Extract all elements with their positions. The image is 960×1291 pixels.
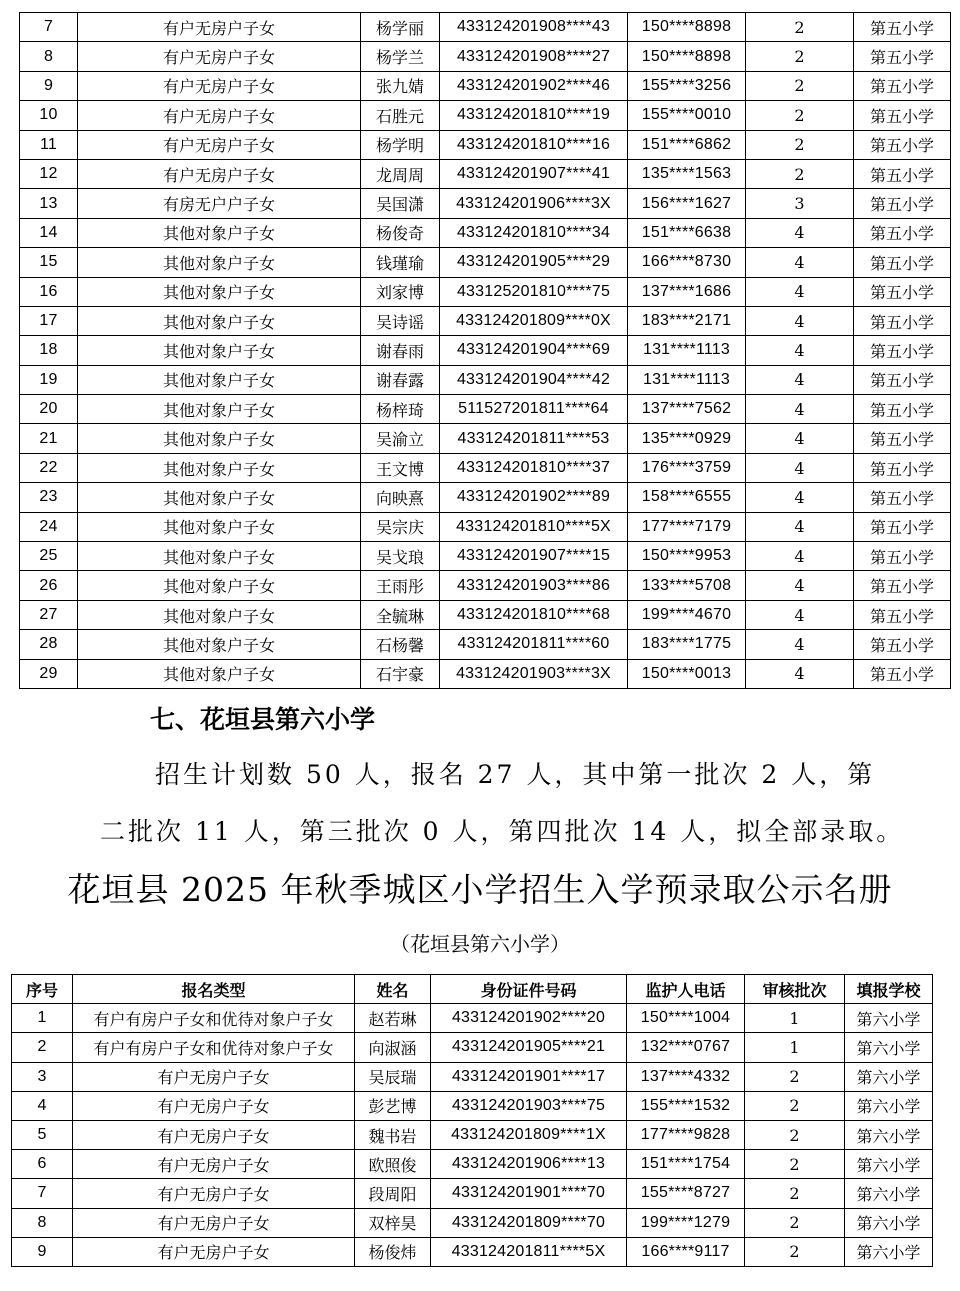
cell-school: 第五小学: [854, 218, 951, 247]
cell-type: 有户无房户子女: [73, 1237, 355, 1266]
document-subtitle: （花垣县第六小学）: [390, 932, 570, 956]
cell-guardian-phone: 183****1775: [628, 630, 746, 659]
cell-type: 其他对象户子女: [78, 365, 361, 394]
table-row: [20, 483, 951, 512]
cell-school: 第六小学: [845, 1179, 933, 1208]
cell-guardian-phone: 132****0767: [627, 1033, 745, 1062]
cell-review-batch: 2: [746, 13, 854, 42]
cell-review-batch: 2: [746, 159, 854, 188]
cell-id-number: 433124201906****3X: [440, 189, 628, 218]
cell-review-batch: 2: [746, 130, 854, 159]
cell-guardian-phone: 155****3256: [628, 71, 746, 100]
cell-id-number: 433124201906****13: [431, 1150, 627, 1179]
cell-id-number: 433124201905****29: [440, 248, 628, 277]
cell-seq: 2: [12, 1033, 73, 1062]
cell-guardian-phone: 156****1627: [628, 189, 746, 218]
column-header: 报名类型: [73, 975, 355, 1004]
cell-id-number: 433124201905****21: [431, 1033, 627, 1062]
cell-name: 杨俊奇: [361, 218, 440, 247]
cell-school: 第五小学: [854, 571, 951, 600]
table-row: [12, 1179, 933, 1208]
cell-guardian-phone: 150****8898: [628, 42, 746, 71]
cell-guardian-phone: 150****8898: [628, 13, 746, 42]
cell-seq: 27: [20, 600, 78, 629]
cell-name: 吴宗庆: [361, 512, 440, 541]
cell-review-batch: 4: [746, 512, 854, 541]
table-row: [12, 1120, 933, 1149]
cell-guardian-phone: 150****0013: [628, 659, 746, 688]
cell-id-number: 433124201902****20: [431, 1004, 627, 1033]
cell-type: 有户无房户子女: [78, 130, 361, 159]
table-row: [20, 395, 951, 424]
cell-name: 欧照俊: [355, 1150, 431, 1179]
cell-name: 钱瑾瑜: [361, 248, 440, 277]
cell-type: 其他对象户子女: [78, 542, 361, 571]
cell-id-number: 433124201907****41: [440, 159, 628, 188]
cell-school: 第五小学: [854, 248, 951, 277]
cell-seq: 3: [12, 1062, 73, 1091]
cell-id-number: 433124201811****5X: [431, 1237, 627, 1266]
cell-name: 赵若琳: [355, 1004, 431, 1033]
cell-review-batch: 4: [746, 424, 854, 453]
cell-school: 第五小学: [854, 71, 951, 100]
cell-seq: 13: [20, 189, 78, 218]
cell-id-number: 511527201811****64: [440, 395, 628, 424]
cell-id-number: 433124201901****70: [431, 1179, 627, 1208]
cell-school: 第五小学: [854, 659, 951, 688]
cell-id-number: 433124201810****34: [440, 218, 628, 247]
table-body: [12, 1004, 933, 1267]
cell-school: 第六小学: [845, 1208, 933, 1237]
cell-guardian-phone: 177****7179: [628, 512, 746, 541]
cell-type: 其他对象户子女: [78, 336, 361, 365]
cell-guardian-phone: 131****1113: [628, 336, 746, 365]
cell-review-batch: 2: [745, 1179, 845, 1208]
cell-type: 有户无房户子女: [73, 1150, 355, 1179]
cell-type: 其他对象户子女: [78, 600, 361, 629]
cell-name: 杨学兰: [361, 42, 440, 71]
cell-guardian-phone: 155****8727: [627, 1179, 745, 1208]
cell-name: 杨梓琦: [361, 395, 440, 424]
cell-guardian-phone: 150****9953: [628, 542, 746, 571]
cell-school: 第五小学: [854, 42, 951, 71]
cell-id-number: 433124201811****60: [440, 630, 628, 659]
table-row: [20, 659, 951, 688]
cell-school: 第五小学: [854, 101, 951, 130]
cell-review-batch: 4: [746, 336, 854, 365]
cell-guardian-phone: 133****5708: [628, 571, 746, 600]
cell-id-number: 433124201810****5X: [440, 512, 628, 541]
cell-seq: 8: [12, 1208, 73, 1237]
cell-school: 第五小学: [854, 306, 951, 335]
cell-school: 第六小学: [845, 1004, 933, 1033]
cell-seq: 15: [20, 248, 78, 277]
cell-school: 第五小学: [854, 189, 951, 218]
cell-guardian-phone: 199****1279: [627, 1208, 745, 1237]
cell-review-batch: 4: [746, 600, 854, 629]
column-header: 填报学校: [845, 975, 933, 1004]
cell-seq: 28: [20, 630, 78, 659]
table-row: [20, 365, 951, 394]
cell-review-batch: 3: [746, 189, 854, 218]
cell-type: 有户有房户子女和优待对象户子女: [73, 1033, 355, 1062]
table-row: [20, 277, 951, 306]
table-row: [12, 1033, 933, 1062]
cell-id-number: 433124201810****16: [440, 130, 628, 159]
cell-school: 第六小学: [845, 1120, 933, 1149]
cell-type: 有户无房户子女: [73, 1179, 355, 1208]
cell-guardian-phone: 137****7562: [628, 395, 746, 424]
cell-school: 第五小学: [854, 13, 951, 42]
cell-seq: 20: [20, 395, 78, 424]
table-row: [12, 1062, 933, 1091]
cell-school: 第五小学: [854, 630, 951, 659]
cell-seq: 9: [20, 71, 78, 100]
table-row: [20, 512, 951, 541]
cell-school: 第五小学: [854, 159, 951, 188]
cell-name: 彭艺博: [355, 1091, 431, 1120]
cell-name: 杨学明: [361, 130, 440, 159]
table-row: [20, 542, 951, 571]
cell-id-number: 433124201902****46: [440, 71, 628, 100]
cell-school: 第五小学: [854, 336, 951, 365]
cell-seq: 17: [20, 306, 78, 335]
cell-guardian-phone: 166****8730: [628, 248, 746, 277]
cell-seq: 25: [20, 542, 78, 571]
cell-type: 其他对象户子女: [78, 306, 361, 335]
document-title: 花垣县 2025 年秋季城区小学招生入学预录取公示名册: [67, 870, 893, 909]
cell-school: 第六小学: [845, 1062, 933, 1091]
cell-type: 其他对象户子女: [78, 248, 361, 277]
cell-name: 吴渝立: [361, 424, 440, 453]
cell-type: 有户无房户子女: [78, 159, 361, 188]
cell-school: 第五小学: [854, 512, 951, 541]
cell-name: 全毓琳: [361, 600, 440, 629]
cell-name: 张九婧: [361, 71, 440, 100]
cell-name: 吴诗谣: [361, 306, 440, 335]
cell-type: 有户无房户子女: [78, 13, 361, 42]
cell-name: 石胜元: [361, 101, 440, 130]
table-row: [20, 71, 951, 100]
cell-review-batch: 2: [745, 1091, 845, 1120]
cell-seq: 14: [20, 218, 78, 247]
cell-review-batch: 2: [745, 1237, 845, 1266]
cell-type: 有户有房户子女和优待对象户子女: [73, 1004, 355, 1033]
table-row: [20, 130, 951, 159]
enrollment-summary-line-2: 二批次 11 人，第三批次 0 人，第四批次 14 人，拟全部录取。: [100, 817, 905, 846]
cell-review-batch: 4: [746, 453, 854, 482]
cell-guardian-phone: 135****1563: [628, 159, 746, 188]
cell-type: 有户无房户子女: [78, 101, 361, 130]
cell-name: 王文博: [361, 453, 440, 482]
cell-seq: 24: [20, 512, 78, 541]
table-body: [20, 13, 951, 689]
cell-id-number: 433124201908****27: [440, 42, 628, 71]
cell-school: 第五小学: [854, 483, 951, 512]
cell-review-batch: 4: [746, 365, 854, 394]
cell-type: 有户无房户子女: [73, 1062, 355, 1091]
cell-seq: 5: [12, 1120, 73, 1149]
cell-review-batch: 2: [745, 1062, 845, 1091]
cell-type: 其他对象户子女: [78, 630, 361, 659]
cell-type: 有房无户户子女: [78, 189, 361, 218]
cell-type: 其他对象户子女: [78, 277, 361, 306]
cell-seq: 7: [12, 1179, 73, 1208]
table-header-row: [12, 975, 933, 1004]
table-row: [20, 306, 951, 335]
cell-id-number: 433125201810****75: [440, 277, 628, 306]
cell-guardian-phone: 155****0010: [628, 101, 746, 130]
cell-seq: 19: [20, 365, 78, 394]
cell-name: 王雨彤: [361, 571, 440, 600]
table-row: [12, 1208, 933, 1237]
cell-seq: 23: [20, 483, 78, 512]
cell-name: 双梓昊: [355, 1208, 431, 1237]
table-row: [20, 101, 951, 130]
admission-table-school-six: [11, 974, 933, 1267]
cell-seq: 21: [20, 424, 78, 453]
table-row: [20, 13, 951, 42]
cell-review-batch: 4: [746, 395, 854, 424]
column-header: 姓名: [355, 975, 431, 1004]
cell-school: 第五小学: [854, 130, 951, 159]
table-row: [20, 159, 951, 188]
cell-type: 有户无房户子女: [73, 1120, 355, 1149]
cell-guardian-phone: 183****2171: [628, 306, 746, 335]
cell-guardian-phone: 199****4670: [628, 600, 746, 629]
cell-seq: 18: [20, 336, 78, 365]
cell-review-batch: 4: [746, 218, 854, 247]
table-row: [20, 189, 951, 218]
cell-review-batch: 4: [746, 306, 854, 335]
cell-name: 吴国潇: [361, 189, 440, 218]
cell-school: 第六小学: [845, 1091, 933, 1120]
cell-school: 第六小学: [845, 1237, 933, 1266]
cell-id-number: 433124201903****3X: [440, 659, 628, 688]
cell-guardian-phone: 137****1686: [628, 277, 746, 306]
cell-guardian-phone: 158****6555: [628, 483, 746, 512]
cell-review-batch: 4: [746, 659, 854, 688]
column-header: 监护人电话: [627, 975, 745, 1004]
table-row: [20, 630, 951, 659]
cell-guardian-phone: 151****6862: [628, 130, 746, 159]
cell-guardian-phone: 155****1532: [627, 1091, 745, 1120]
table-row: [20, 218, 951, 247]
cell-review-batch: 2: [746, 71, 854, 100]
cell-type: 其他对象户子女: [78, 453, 361, 482]
cell-name: 杨学丽: [361, 13, 440, 42]
cell-type: 其他对象户子女: [78, 483, 361, 512]
cell-type: 其他对象户子女: [78, 571, 361, 600]
cell-review-batch: 4: [746, 630, 854, 659]
table-row: [20, 248, 951, 277]
cell-id-number: 433124201810****68: [440, 600, 628, 629]
cell-name: 刘家博: [361, 277, 440, 306]
cell-review-batch: 2: [746, 101, 854, 130]
column-header: 序号: [12, 975, 73, 1004]
section-heading: 七、花垣县第六小学: [150, 705, 376, 734]
cell-seq: 16: [20, 277, 78, 306]
cell-school: 第五小学: [854, 600, 951, 629]
cell-school: 第五小学: [854, 395, 951, 424]
cell-review-batch: 4: [746, 248, 854, 277]
cell-id-number: 433124201810****37: [440, 453, 628, 482]
cell-id-number: 433124201809****70: [431, 1208, 627, 1237]
cell-type: 有户无房户子女: [73, 1091, 355, 1120]
column-header: 审核批次: [745, 975, 845, 1004]
cell-type: 其他对象户子女: [78, 424, 361, 453]
cell-guardian-phone: 137****4332: [627, 1062, 745, 1091]
cell-id-number: 433124201902****89: [440, 483, 628, 512]
cell-type: 有户无房户子女: [78, 42, 361, 71]
cell-school: 第六小学: [845, 1033, 933, 1062]
cell-type: 其他对象户子女: [78, 659, 361, 688]
cell-type: 其他对象户子女: [78, 218, 361, 247]
cell-name: 石杨馨: [361, 630, 440, 659]
cell-review-batch: 2: [745, 1208, 845, 1237]
cell-review-batch: 4: [746, 277, 854, 306]
cell-type: 有户无房户子女: [78, 71, 361, 100]
cell-name: 向淑涵: [355, 1033, 431, 1062]
cell-guardian-phone: 166****9117: [627, 1237, 745, 1266]
admission-table-school-five: [19, 12, 951, 689]
cell-review-batch: 2: [745, 1150, 845, 1179]
cell-id-number: 433124201811****53: [440, 424, 628, 453]
cell-name: 杨俊炜: [355, 1237, 431, 1266]
cell-id-number: 433124201810****19: [440, 101, 628, 130]
cell-seq: 1: [12, 1004, 73, 1033]
enrollment-summary-line-1: 招生计划数 50 人，报名 27 人，其中第一批次 2 人，第: [155, 760, 876, 789]
cell-seq: 4: [12, 1091, 73, 1120]
cell-id-number: 433124201809****1X: [431, 1120, 627, 1149]
table-row: [12, 1150, 933, 1179]
table-row: [12, 1237, 933, 1266]
cell-guardian-phone: 151****6638: [628, 218, 746, 247]
cell-guardian-phone: 135****0929: [628, 424, 746, 453]
table-row: [20, 453, 951, 482]
cell-seq: 11: [20, 130, 78, 159]
cell-school: 第五小学: [854, 365, 951, 394]
table-row: [12, 1091, 933, 1120]
cell-type: 有户无房户子女: [73, 1208, 355, 1237]
cell-guardian-phone: 131****1113: [628, 365, 746, 394]
cell-name: 向映熹: [361, 483, 440, 512]
cell-seq: 9: [12, 1237, 73, 1266]
cell-guardian-phone: 176****3759: [628, 453, 746, 482]
table-row: [20, 571, 951, 600]
cell-name: 石宇豪: [361, 659, 440, 688]
cell-name: 谢春雨: [361, 336, 440, 365]
cell-id-number: 433124201903****75: [431, 1091, 627, 1120]
cell-review-batch: 4: [746, 483, 854, 512]
cell-type: 其他对象户子女: [78, 512, 361, 541]
cell-review-batch: 2: [746, 42, 854, 71]
cell-name: 段周阳: [355, 1179, 431, 1208]
cell-school: 第五小学: [854, 277, 951, 306]
cell-id-number: 433124201907****15: [440, 542, 628, 571]
cell-seq: 22: [20, 453, 78, 482]
cell-id-number: 433124201901****17: [431, 1062, 627, 1091]
cell-name: 谢春露: [361, 365, 440, 394]
table-row: [12, 1004, 933, 1033]
cell-name: 龙周周: [361, 159, 440, 188]
cell-seq: 12: [20, 159, 78, 188]
cell-review-batch: 4: [746, 542, 854, 571]
cell-school: 第五小学: [854, 542, 951, 571]
cell-id-number: 433124201904****69: [440, 336, 628, 365]
cell-name: 吴戈琅: [361, 542, 440, 571]
cell-school: 第六小学: [845, 1150, 933, 1179]
column-header: 身份证件号码: [431, 975, 627, 1004]
cell-seq: 7: [20, 13, 78, 42]
cell-review-batch: 1: [745, 1033, 845, 1062]
cell-seq: 10: [20, 101, 78, 130]
table-row: [20, 42, 951, 71]
cell-review-batch: 1: [745, 1004, 845, 1033]
cell-name: 吴辰瑞: [355, 1062, 431, 1091]
cell-seq: 29: [20, 659, 78, 688]
table-row: [20, 424, 951, 453]
cell-guardian-phone: 151****1754: [627, 1150, 745, 1179]
cell-guardian-phone: 177****9828: [627, 1120, 745, 1149]
cell-seq: 6: [12, 1150, 73, 1179]
cell-id-number: 433124201904****42: [440, 365, 628, 394]
cell-review-batch: 2: [745, 1120, 845, 1149]
cell-seq: 8: [20, 42, 78, 71]
cell-school: 第五小学: [854, 453, 951, 482]
table-row: [20, 336, 951, 365]
cell-review-batch: 4: [746, 571, 854, 600]
cell-seq: 26: [20, 571, 78, 600]
cell-school: 第五小学: [854, 424, 951, 453]
cell-guardian-phone: 150****1004: [627, 1004, 745, 1033]
cell-name: 魏书岩: [355, 1120, 431, 1149]
cell-id-number: 433124201908****43: [440, 13, 628, 42]
cell-id-number: 433124201903****86: [440, 571, 628, 600]
table-row: [20, 600, 951, 629]
cell-type: 其他对象户子女: [78, 395, 361, 424]
cell-id-number: 433124201809****0X: [440, 306, 628, 335]
